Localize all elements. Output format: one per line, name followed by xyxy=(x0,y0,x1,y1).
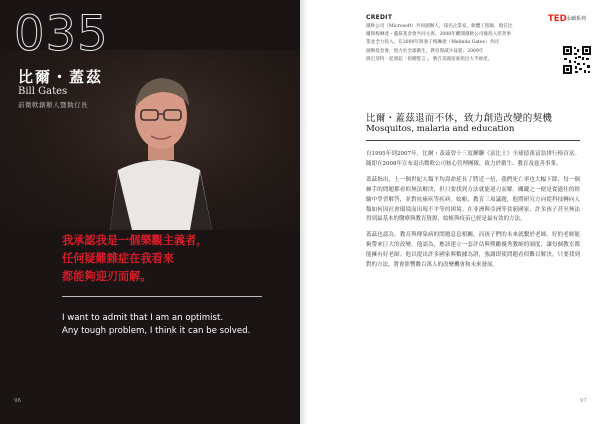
book-gutter-shadow xyxy=(300,0,308,424)
speaker-role: 前微軟創辦人暨執行長 xyxy=(18,101,88,109)
body-paragraph: 自1995年到2007年，比爾・蓋茲曾十三度蟬聯《富比士》全球億萬富翁排行榜首富。隨即在2008年宣布退出微軟公司核心管理團隊，致力於衛生、教育及慈善事業。 xyxy=(366,151,580,167)
talk-title-zh: 比爾・蓋茲退而不休，致力創造改變的契機 xyxy=(366,113,553,124)
quote-divider xyxy=(62,296,262,297)
page-number-left: 96 xyxy=(14,398,21,404)
talk-title-en: Mosquitos, malaria and education xyxy=(366,124,515,134)
title-divider xyxy=(366,140,580,141)
credit-text: 微軟公司（Microsoft）共同創辦人，知名企業家、軟體工程師，現任比 爾與梅琳達・蓋茲基金會共同主席。2008年離開微軟公司後投入慈善事 業並全力投入，在2000年與妻子梅琳達（Melinda Gates）共同 創辦基金會，致力於全球衛生、教育與減少貧窮；2009年 與巴菲特一起發起「捐贈誓言」，號召美國富豪捐出大半財產。 xyxy=(366,24,513,62)
ted-series-label: 永續系列 xyxy=(566,16,587,22)
quote-zh: 我承認我是一個樂觀主義者， 任何疑難雜症在我看來 都能夠迎刃而解。 xyxy=(62,234,208,283)
qr-code-icon[interactable] xyxy=(562,45,592,75)
speaker-name-en: Bill Gates xyxy=(18,86,68,97)
qr-code-graphic xyxy=(562,45,592,75)
chapter-number: 035 xyxy=(14,6,109,62)
quote-en: I want to admit that I am an optimist. Any tough problem, I think it can be solved. xyxy=(62,313,251,336)
speaker-name-zh: 比爾・蓋茲 xyxy=(18,68,104,86)
page-number-right: 97 xyxy=(580,398,587,404)
body-paragraph: 蓋茲指出，上一個世紀人類平均壽命延長了將近一倍，我們死亡率也大幅下降，每一個棘手的問題都看似無法解決，但只要找到方法就能迎刃而解。關鍵之一便是從過往的經驗中學習解答，並對抗瘧疾等疾病。蚊帳、教育三項議題，他將研究方向從科技轉向人類如何因社會環境而出現不平等的困境。在非洲與亞洲等貧窮國家，許多孩子甚至無法得到最基本的醫療與教育資源，蚊帳與疫苗已經是最有效的方法。 xyxy=(366,176,580,223)
right-page xyxy=(300,0,600,424)
credit-label: CREDIT xyxy=(366,14,393,21)
body-paragraph: 蓋茲也認為，教育與傳染病的問題息息相關，而孩子們的未來就繫於老師。好的老師能夠帶來巨大的改變。他認為，應該建立一套評估與獎勵優秀教師的制度，讓每個教室都能擁有好老師。他以提出許多國家與數據為證，強調即使問題看似難以解決，只要找到對的方法，將會影響數百萬人的改變機會和未來發展。 xyxy=(366,232,580,269)
ted-logo: TED xyxy=(548,14,567,24)
article-body xyxy=(366,150,580,277)
